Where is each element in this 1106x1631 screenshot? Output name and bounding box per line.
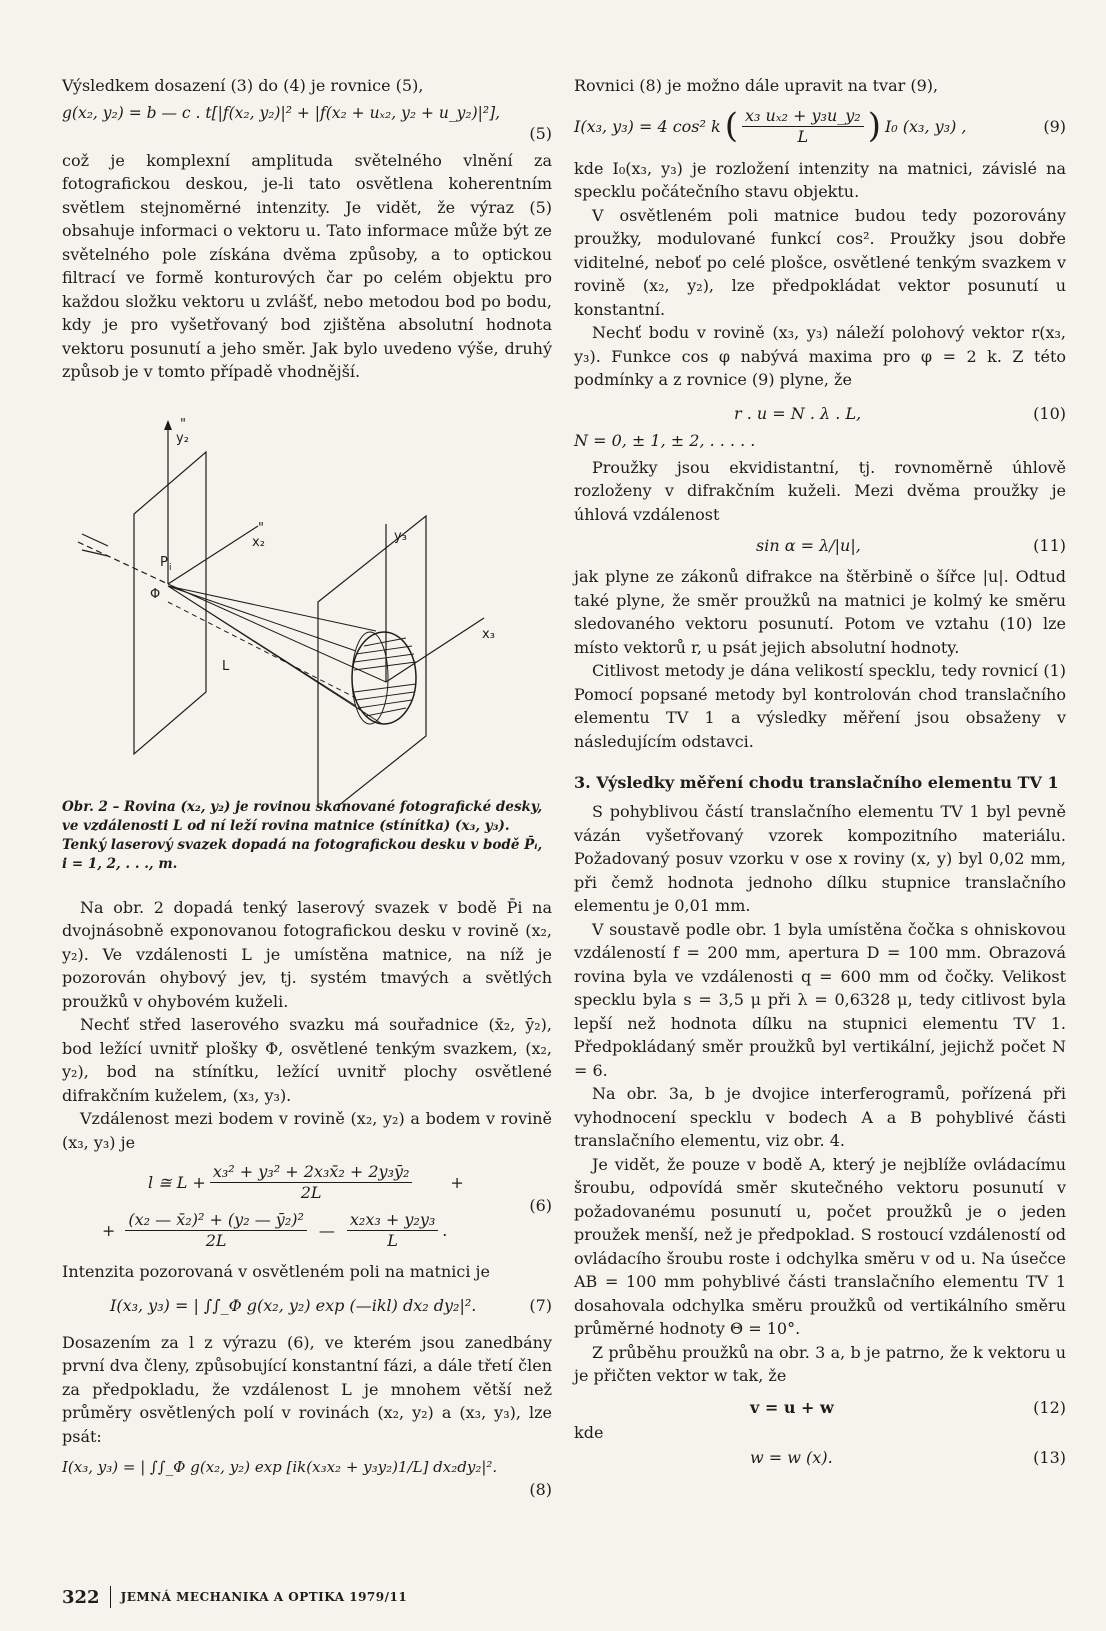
equation-6-fraction-1	[210, 1162, 413, 1203]
right-paragraph-5: Proužky jsou ekvidistantní, tj. rovnoměrně úhlově rozloženy v difrakčním kuželi. Mezi dvěma proužky je úhlová vzdálenost	[574, 457, 1066, 524]
figure-label-x3: x₃	[482, 626, 495, 642]
right-column	[574, 74, 1066, 1471]
equation-13-body: w = w (x).	[750, 1448, 833, 1467]
right-paragraph-6: jak plyne ze zákonů difrakce na štěrbině o šířce |u|. Odtud také plyne, že směr proužků na matnici je kolmý ke směru sledovaného vektoru posunutí. Potom ve vztahu (10) lze místo vektorů r, u psát jejich absolutní hodnoty.	[574, 567, 1066, 657]
right-paragraph-2: kde I₀(x₃, y₃) je rozložení intenzity na matnici, závislé na specklu počátečního stavu objektu.	[574, 158, 1066, 201]
paragraph-3: Nechť střed laserového svazku má souřadnice (x̄₂, ȳ₂), bod ležící uvnitř plošky Φ, osvětlené tenkým svazkem, (x₂, y₂), bod na stínítku, ležící uvnitř plochy osvětlené difrakčním kuželem, (x₃, y₃).	[62, 1015, 552, 1105]
footer-divider	[110, 1586, 111, 1608]
figure-label-y2: y₂	[176, 430, 189, 446]
equation-11-number: (11)	[1033, 536, 1066, 555]
figure-label-y2-prime: "	[180, 416, 186, 432]
equation-5-number: (5)	[529, 123, 552, 143]
equation-11	[574, 534, 1066, 557]
equation-6-fraction-3	[347, 1210, 438, 1251]
equation-12-body: v = u + w	[750, 1397, 834, 1417]
equation-5-body: g(x₂, y₂) = b — c . t[|f(x₂, y₂)|² + |f(x₂ + uₓ₂, y₂ + u_y₂)|²],	[62, 103, 501, 122]
figure-label-x2-prime: "	[258, 520, 264, 536]
equation-6-fraction-2	[125, 1210, 307, 1251]
figure-2-caption: Obr. 2 – Rovina (x₂, y₂) je rovinou skanované fotografické desky, ve vzdálenosti L od ní leží rovina matnice (stínítka) (x₃, y₃). Tenký laserový svazek dopadá na fotografickou desku v bodě P̄ᵢ, i = 1, 2, . . ., m.	[62, 798, 543, 872]
right-paragraph-11: Je vidět, že pouze v bodě A, který je nejblíže ovládacímu šroubu, odpovídá směr skutečného vektoru posunutí v požadovanému posunutí u, počet proužků je o jeden proužek menší, než je předpoklad. S rostoucí vzdáleností od ovládacího šroubu roste i odchylka směru v od u. Na úsečce AB = 100 mm pohyblivé části translačního elementu TV 1 dosahovala odchylka směru proužků od vertikálního směru průměrné hodnoty Θ = 10°.	[574, 1154, 1066, 1338]
equation-9: I(x₃, y₃) = 4 cos² k ( $\frac{\text{x₃ uₓ₂ + y₃u\_y₂}}{L}$ ) I₀ (x₃, y₃) , (9)	[574, 105, 1066, 146]
equation-7-body: I(x₃, y₃) = | ∫∫_Φ g(x₂, y₂) exp (—ikl) dx₂ dy₂|².	[110, 1295, 477, 1315]
figure-label-x2: x₂	[252, 534, 265, 550]
equation-13-number: (13)	[1033, 1448, 1066, 1467]
equation-9-lhs: I(x₃, y₃) = 4 cos² k	[574, 116, 721, 136]
figure-label-phi: Φ	[150, 586, 161, 602]
right-paragraph-7: Citlivost metody je dána velikostí specklu, tedy rovnicí (1) Pomocí popsané metody byl kontrolován chod translačního elementu TV 1 a výsledky měření jsou obsaženy v následujícím odstavci.	[574, 661, 1066, 751]
equation-9-number: (9)	[1043, 116, 1066, 136]
left-column	[62, 74, 552, 1499]
equation-8-body: I(x₃, y₃) = | ∫∫_Φ g(x₂, y₂) exp [ik(x₃x₂ + y₃y₂)1/L] dx₂dy₂|².	[62, 1458, 498, 1476]
equation-10	[574, 402, 1066, 425]
equation-8	[62, 1456, 552, 1479]
journal-name: JEMNÁ MECHANIKA A OPTIKA 1979/11	[120, 1590, 408, 1604]
equation-10-condition-text: N = 0, ± 1, ± 2, . . . . .	[574, 430, 756, 450]
equation-6-denominator-2: 2L	[205, 1231, 227, 1250]
equation-10-body: r . u = N . λ . L,	[734, 403, 862, 423]
equation-9-denominator: L	[797, 126, 809, 146]
right-paragraph-12: Z průběhu proužků na obr. 3 a, b je patrno, že k vektoru u je přičten vektor w tak, že	[574, 1342, 1066, 1385]
right-paragraph-10: Na obr. 3a, b je dvojice interferogramů, pořízená při vyhodnocení specklu v bodech A a B pohyblivé části translačního elementu, viz obr. 4.	[574, 1084, 1066, 1150]
equation-9-fraction	[742, 106, 864, 147]
equation-10-number: (10)	[1033, 403, 1066, 423]
equation-12	[574, 1396, 1066, 1419]
equation-6-number: (6)	[529, 1196, 552, 1215]
equation-6: l ≅ L + $\frac{\text{x₃² + y₃² + 2x₃x̄₂ + 2y₃ȳ₂}}{2L}$ + + $\frac{\text{(x₂ — x̄₂)² + (y₂ — ȳ₂)²}}{2L}$ — $\frac{\text{x₂x₃ + y₂y₃}}{L}$ . (6)	[102, 1162, 552, 1250]
figure-label-L: L	[222, 658, 230, 674]
equation-7-number: (7)	[529, 1295, 552, 1315]
equation-6-denominator-3: L	[387, 1231, 398, 1250]
right-paragraph-8: S pohyblivou částí translačního elementu TV 1 byl pevně vázán vyšetřovaný vzorek kompozitního materiálu. Požadovaný posuv vzorku v ose x roviny (x, y) byl 0,02 mm, při čemž hodnota jednoho dílku stupnice translačního elementu je 0,01 mm.	[574, 802, 1066, 915]
right-paragraph-3: V osvětleném poli matnice budou tedy pozorovány proužky, modulované funkcí cos². Proužky jsou dobře viditelné, neboť po celé plošce, osvětlené tenkým svazkem v rovině (x₂, y₂), lze předpokládat vektor posunutí u konstantní.	[574, 205, 1066, 319]
figure-label-y3: y₃	[394, 528, 407, 544]
figure-2	[56, 406, 546, 806]
right-paragraph-1: Rovnici (8) je možno dále upravit na tvar (9),	[574, 76, 939, 95]
equation-9-numerator: x₃ uₓ₂ + y₃u_y₂	[742, 106, 864, 127]
section-heading: 3. Výsledky měření chodu translačního elementu TV 1	[574, 773, 1059, 792]
equation-9-rhs: I₀ (x₃, y₃) ,	[884, 116, 967, 136]
paragraph-5: Intenzita pozorovaná v osvětleném poli na matnici je	[62, 1262, 490, 1281]
intro-text: Výsledkem dosazení (3) do (4) je rovnice (5),	[62, 76, 424, 95]
figure-label-p: P	[160, 554, 168, 570]
paragraph-6: Dosazením za l z výrazu (6), ve kterém jsou zanedbány první dva členy, způsobující konstantní fázi, a dále třetí člen za předpokladu, že vzdálenost L je mnohem větší než průměry osvětlených polí v rovinách (x₂, y₂) a (x₃, y₃), lze psát:	[62, 1332, 552, 1446]
equation-6-lhs: l ≅ L +	[148, 1173, 206, 1192]
figure-label-p-sub: i	[169, 562, 172, 573]
equation-10-condition	[574, 429, 1066, 452]
equation-11-body: sin α = λ/|u|,	[756, 536, 861, 555]
kde-text: kde	[574, 1422, 604, 1442]
equation-6-denominator-1: 2L	[300, 1183, 322, 1202]
right-paragraph-9: V soustavě podle obr. 1 byla umístěna čočka s ohniskovou vzdáleností f = 200 mm, apertura D = 100 mm. Obrazová rovina byla ve vzdálenosti q = 600 mm od čočky. Velikost specklu byla s = 3,5 μ při λ = 0,6328 μ, tedy citlivost byla lepší než hodnota dílku na stupnici elementu TV 1. Předpokládaný směr proužků byl vertikální, jejichž počet N = 6.	[574, 919, 1066, 1080]
figure-2-diagram	[56, 406, 546, 806]
paragraph-1: což je komplexní amplituda světelného vlnění za fotografickou deskou, je-li tato osvětlena koherentním světlem stejnoměrné intenzity. Je vidět, že výraz (5) obsahuje informaci o vektoru u. Tato informace může být ze světelného pole získána dvěma způsoby, a to optickou filtrací ve formě konturových čar po celém objektu pro každou složku vektoru u zvlášť, nebo metodou bod po bodu, kdy je pro vyšetřovaný bod zjištěna absolutní hodnota vektoru posunutí a jeho směr. Jak bylo uvedeno výše, druhý způsob je v tomto případě vhodnější.	[62, 150, 552, 381]
equation-7	[62, 1294, 552, 1317]
equation-5	[62, 102, 552, 125]
equation-12-number: (12)	[1033, 1397, 1066, 1417]
equation-6-numerator-2: (x₂ — x̄₂)² + (y₂ — ȳ₂)²	[125, 1210, 307, 1231]
page-footer	[62, 1586, 407, 1608]
equation-8-number: (8)	[529, 1480, 552, 1499]
equation-6-numerator-3: x₂x₃ + y₂y₃	[347, 1210, 438, 1231]
paragraph-2: Na obr. 2 dopadá tenký laserový svazek v bodě P̄i na dvojnásobně exponovanou fotografickou desku v rovině (x₂, y₂). Ve vzdálenosti L je umístěna matnice, na níž je pozorován ohybový jev, tj. systém tmavých a světlých proužků v ohybovém kuželi.	[62, 897, 552, 1011]
equation-13	[574, 1446, 1066, 1469]
right-paragraph-4: Nechť bodu v rovině (x₃, y₃) náleží polohový vektor r(x₃, y₃). Funkce cos φ nabývá maxima pro φ = 2 k. Z této podmínky a z rovnice (9) plyne, že	[574, 323, 1066, 389]
paragraph-4: Vzdálenost mezi bodem v rovině (x₂, y₂) a bodem v rovině (x₃, y₃) je	[62, 1109, 552, 1152]
equation-6-numerator-1: x₃² + y₃² + 2x₃x̄₂ + 2y₃ȳ₂	[210, 1162, 413, 1183]
page-number: 322	[62, 1586, 100, 1608]
